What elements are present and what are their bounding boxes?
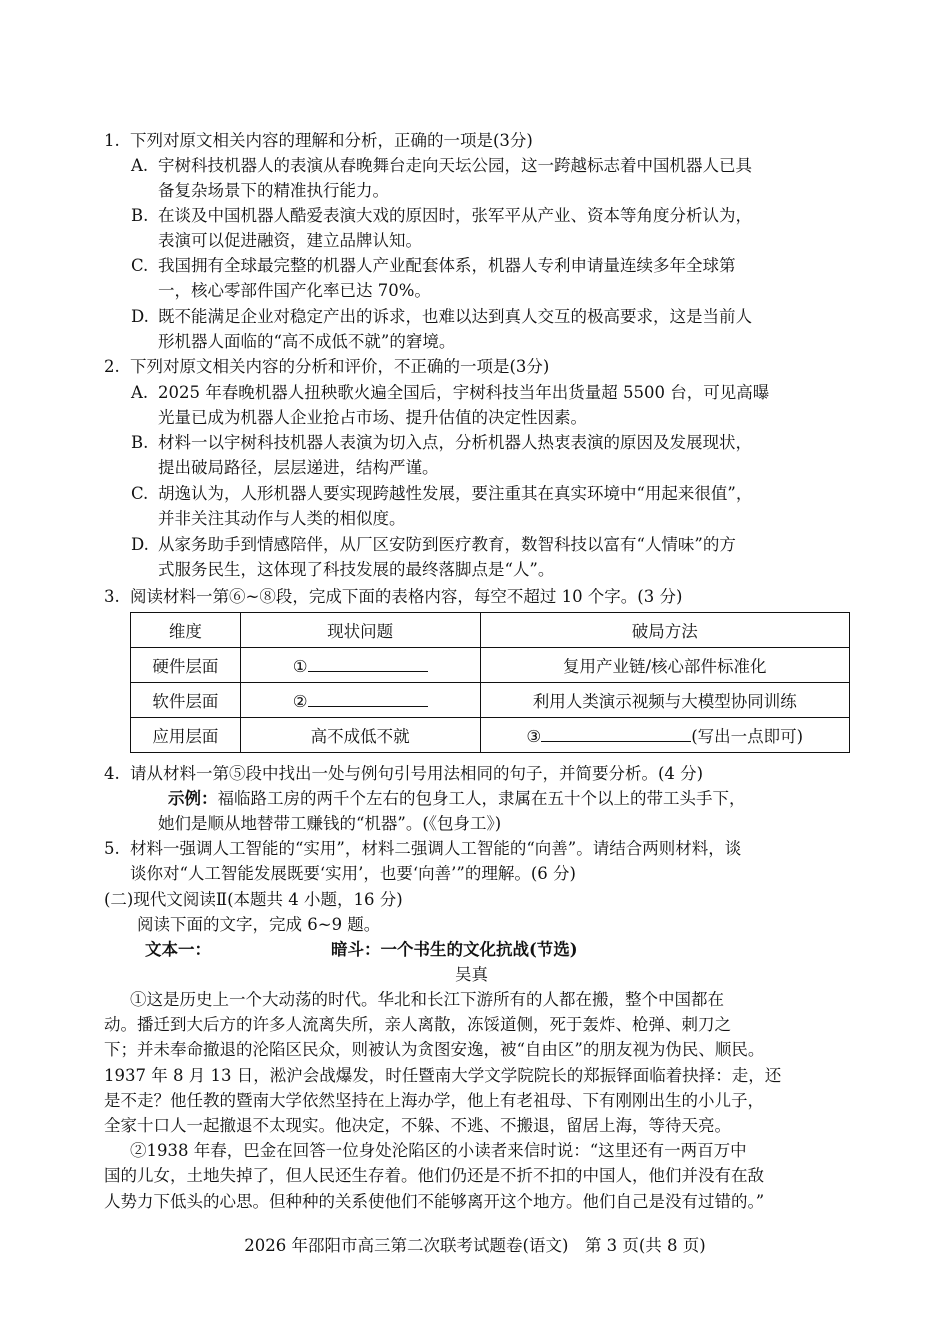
option-text: 既不能满足企业对稳定产出的诉求，也难以达到真人交互的极高要求，这是当前人 — [158, 307, 752, 326]
question-2-stem — [104, 355, 549, 379]
question-number: 4. — [104, 764, 120, 783]
question-number: 5. — [104, 839, 120, 858]
header-cell: 现状问题 — [240, 613, 480, 648]
table-cell: 复用产业链/核心部件标准化 — [480, 648, 850, 683]
row-label: 应用层面 — [131, 718, 241, 753]
question-number: 1. — [104, 131, 120, 150]
q1-option-b-cont: 表演可以促进融资，建立品牌认知。 — [158, 231, 422, 250]
table-row — [131, 648, 850, 683]
passage-line: 国的儿女，土地失掉了，但人民还生存着。他们仍还是不折不扣的中国人，他们并没有在敌 — [104, 1166, 764, 1185]
passage-line: 全家十口人一起撤退不太现实。他决定，不躲、不逃、不搬退，留居上海，等待天亮。 — [104, 1116, 731, 1135]
option-label: A. — [131, 383, 149, 402]
q2-option-a — [131, 381, 769, 405]
header-cell: 维度 — [131, 613, 241, 648]
option-text: 胡逸认为，人形机器人要实现跨越性发展，要注重其在真实环境中“用起来很值”， — [158, 484, 753, 503]
blank-cell[interactable] — [480, 718, 850, 753]
question-number: 2. — [104, 357, 120, 376]
q2-option-d — [131, 533, 736, 557]
question-4-stem — [104, 762, 703, 786]
question-text: 阅读材料一第⑥~⑧段，完成下面的表格内容，每空不超过 10 个字。(3 分) — [130, 587, 683, 606]
q1-option-a — [131, 154, 752, 178]
passage-line: 动。播迁到大后方的许多人流离失所，亲人离散，冻馁道侧，死于轰炸、枪弹、刺刀之 — [104, 1015, 731, 1034]
answer-blank[interactable] — [308, 690, 428, 707]
table-row — [131, 718, 850, 753]
passage-line: ②1938 年春，巴金在回答一位身处沦陷区的小读者来信时说：“这里还有一两百万中 — [130, 1141, 747, 1160]
question-1-stem — [104, 129, 533, 153]
blank-number: ③ — [526, 727, 542, 746]
table-header-row — [131, 613, 850, 648]
row-label: 软件层面 — [131, 683, 241, 718]
q2-option-c — [131, 482, 752, 506]
section-heading: (二)现代文阅读Ⅱ(本题共 4 小题，16 分) — [104, 890, 403, 909]
question-text: 请从材料一第⑤段中找出一处与例句引号用法相同的句子，并简要分析。(4 分) — [130, 764, 704, 783]
q2-option-c-cont: 并非关注其动作与人类的相似度。 — [158, 509, 406, 528]
question-number: 3. — [104, 587, 120, 606]
q4-example-cont: 她们是顺从地替带工赚钱的“机器”。(《包身工》) — [158, 814, 502, 833]
passage-line: 是不走？他任教的暨南大学依然坚持在上海办学，他上有老祖母、下有刚刚出生的小儿子， — [104, 1091, 764, 1110]
author: 吴真 — [455, 965, 488, 984]
article-title: 暗斗：一个书生的文化抗战(节选) — [331, 940, 578, 959]
passage-line: 1937 年 8 月 13 日，淞沪会战爆发，时任暨南大学文学院院长的郑振铎面临着抉择：走，还 — [104, 1066, 782, 1085]
table-cell: 高不成低不就 — [240, 718, 480, 753]
q2-option-b-cont: 提出破局路径，层层递进，结构严谨。 — [158, 458, 439, 477]
option-label: C. — [131, 256, 149, 275]
example-label: 示例： — [168, 789, 218, 808]
blank-number: ② — [292, 691, 308, 711]
option-text: 材料一以宇树科技机器人表演为切入点，分析机器人热衷表演的原因及发展现状， — [158, 433, 752, 452]
q1-option-d — [131, 305, 752, 329]
table-cell: 利用人类演示视频与大模型协同训练 — [480, 683, 850, 718]
q1-option-c-cont: 一，核心零部件国产化率已达 70%。 — [158, 281, 431, 300]
q1-option-d-cont: 形机器人面临的“高不成低不就”的窘境。 — [158, 332, 456, 351]
q2-option-b — [131, 431, 752, 455]
q4-example — [168, 787, 746, 811]
option-label: A. — [131, 156, 149, 175]
page-footer: 2026 年邵阳市高三第二次联考试题卷(语文) 第 3 页(共 8 页) — [244, 1236, 706, 1255]
answer-table — [130, 612, 850, 753]
option-text: 宇树科技机器人的表演从春晚舞台走向天坛公园，这一跨越标志着中国机器人已具 — [158, 156, 752, 175]
passage-line: ①这是历史上一个大动荡的时代。华北和长江下游所有的人都在搬，整个中国都在 — [130, 990, 724, 1009]
option-label: B. — [131, 433, 149, 452]
blank-number: ① — [292, 656, 308, 676]
section-intro: 阅读下面的文字，完成 6~9 题。 — [137, 915, 381, 934]
passage-line: 下；并未奉命撤退的沦陷区民众，则被认为贪图安逸，被“自由区”的朋友视为伪民、顺民。 — [104, 1040, 765, 1059]
q1-option-b — [131, 204, 752, 228]
blank-cell[interactable] — [240, 683, 480, 718]
header-cell: 破局方法 — [480, 613, 850, 648]
question-5-stem — [104, 837, 741, 861]
q1-option-a-cont: 备复杂场景下的精准执行能力。 — [158, 181, 389, 200]
q1-option-c — [131, 254, 736, 278]
question-text: 下列对原文相关内容的理解和分析，正确的一项是(3分) — [130, 131, 533, 150]
row-label: 硬件层面 — [131, 648, 241, 683]
option-text: 2025 年春晚机器人扭秧歌火遍全国后，宇树科技当年出货量超 5500 台，可见高曝 — [158, 383, 770, 402]
blank-cell[interactable] — [240, 648, 480, 683]
blank-note: (写出一点即可) — [691, 727, 804, 746]
example-text: 福临路工房的两千个左右的包身工人，隶属在五十个以上的带工头手下， — [217, 789, 746, 808]
q2-option-d-cont: 式服务民生，这体现了科技发展的最终落脚点是“人”。 — [158, 560, 555, 579]
question-text: 下列对原文相关内容的分析和评价，不正确的一项是(3分) — [130, 357, 550, 376]
q2-option-a-cont: 光量已成为机器人企业抢占市场、提升估值的决定性因素。 — [158, 408, 587, 427]
passage-line: 人势力下低头的心思。但种种的关系使他们不能够离开这个地方。他们自己是没有过错的。” — [104, 1192, 765, 1211]
option-text: 我国拥有全球最完整的机器人产业配套体系，机器人专利申请量连续多年全球第 — [158, 256, 736, 275]
option-label: B. — [131, 206, 149, 225]
option-text: 从家务助手到情感陪伴，从厂区安防到医疗教育，数智科技以富有“人情味”的方 — [158, 535, 736, 554]
answer-blank[interactable] — [541, 725, 691, 742]
option-label: D. — [131, 307, 149, 326]
option-label: D. — [131, 535, 149, 554]
answer-blank[interactable] — [308, 655, 428, 672]
question-text: 材料一强调人工智能的“实用”，材料二强调人工智能的“向善”。请结合两则材料，谈 — [130, 839, 742, 858]
option-text: 在谈及中国机器人酷爱表演大戏的原因时，张军平从产业、资本等角度分析认为， — [158, 206, 752, 225]
q5-cont: 谈你对“人工智能发展既要‘实用’，也要‘向善’”的理解。(6 分) — [130, 864, 576, 883]
text-label: 文本一： — [145, 940, 211, 959]
text-title-line — [145, 938, 850, 962]
table-row — [131, 683, 850, 718]
question-3-stem — [104, 585, 682, 609]
option-label: C. — [131, 484, 149, 503]
